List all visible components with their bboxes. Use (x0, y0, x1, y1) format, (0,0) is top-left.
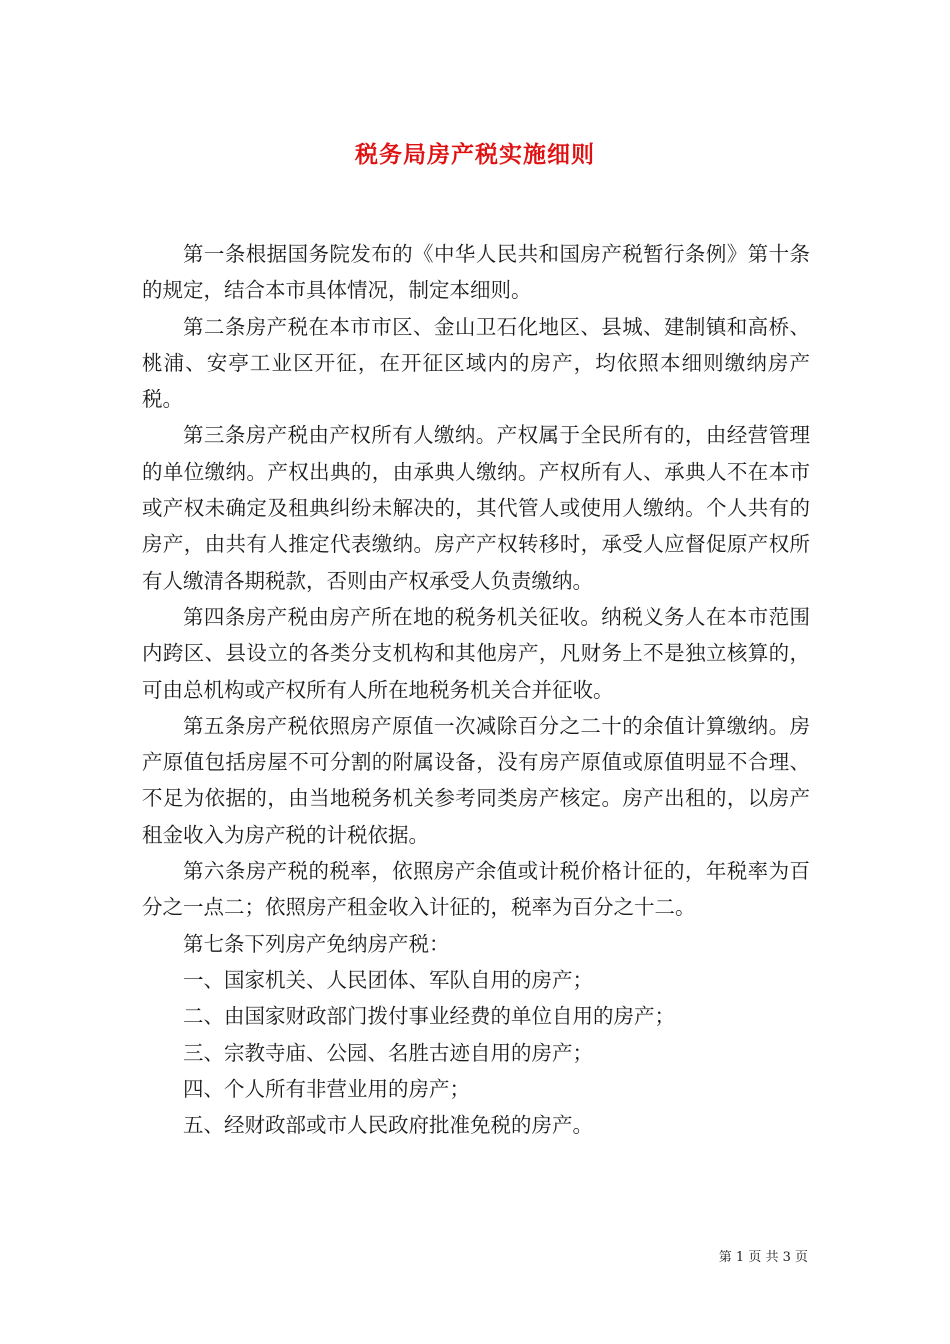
exemption-item-2: 二、由国家财政部门拨付事业经费的单位自用的房产； (183, 1004, 675, 1029)
exemption-item-4: 四、个人所有非营业用的房产； (183, 1076, 470, 1101)
article-7-paragraph: 第七条下列房产免纳房产税： (183, 931, 450, 956)
article-3-paragraph: 第三条房产税由产权所有人缴纳。产权属于全民所有的，由经营管理的单位缴纳。产权出典的，由承典人缴纳。产权所有人、承典人不在本市或产权未确定及租典纠纷未解决的，其代管人或使用人缴纳。个人共有的房产，由共有人推定代表缴纳。房产产权转移时，承受人应督促原产权所有人缴清各期税款，否则由产权承受人负责缴纳。 (142, 423, 810, 593)
article-4-paragraph: 第四条房产税由房产所在地的税务机关征收。纳税义务人在本市范围内跨区、县设立的各类分支机构和其他房产，凡财务上不是独立核算的，可由总机构或产权所有人所在地税务机关合并征收。 (142, 604, 810, 702)
article-6-paragraph: 第六条房产税的税率，依照房产余值或计税价格计征的，年税率为百分之一点二；依照房产租金收入计征的，税率为百分之十二。 (142, 859, 810, 920)
exemption-item-1: 一、国家机关、人民团体、军队自用的房产； (183, 967, 593, 992)
document-body (142, 236, 810, 1143)
article-2-paragraph: 第二条房产税在本市市区、金山卫石化地区、县城、建制镇和高桥、桃浦、安亭工业区开征，在开征区域内的房产，均依照本细则缴纳房产税。 (142, 314, 810, 412)
exemption-item-5: 五、经财政部或市人民政府批准免税的房产。 (183, 1113, 593, 1138)
page-number: 第 1 页 共 3 页 (718, 1250, 808, 1265)
document-title: 税务局房产税实施细则 (355, 142, 595, 168)
exemption-item-3: 三、宗教寺庙、公园、名胜古迹自用的房产； (183, 1040, 593, 1065)
article-5-paragraph: 第五条房产税依照房产原值一次减除百分之二十的余值计算缴纳。房产原值包括房屋不可分割的附属设备，没有房产原值或原值明显不合理、不足为依据的，由当地税务机关参考同类房产核定。房产出租的，以房产租金收入为房产税的计税依据。 (142, 713, 810, 847)
article-1-paragraph: 第一条根据国务院发布的《中华人民共和国房产税暂行条例》第十条的规定，结合本市具体情况，制定本细则。 (142, 242, 810, 303)
